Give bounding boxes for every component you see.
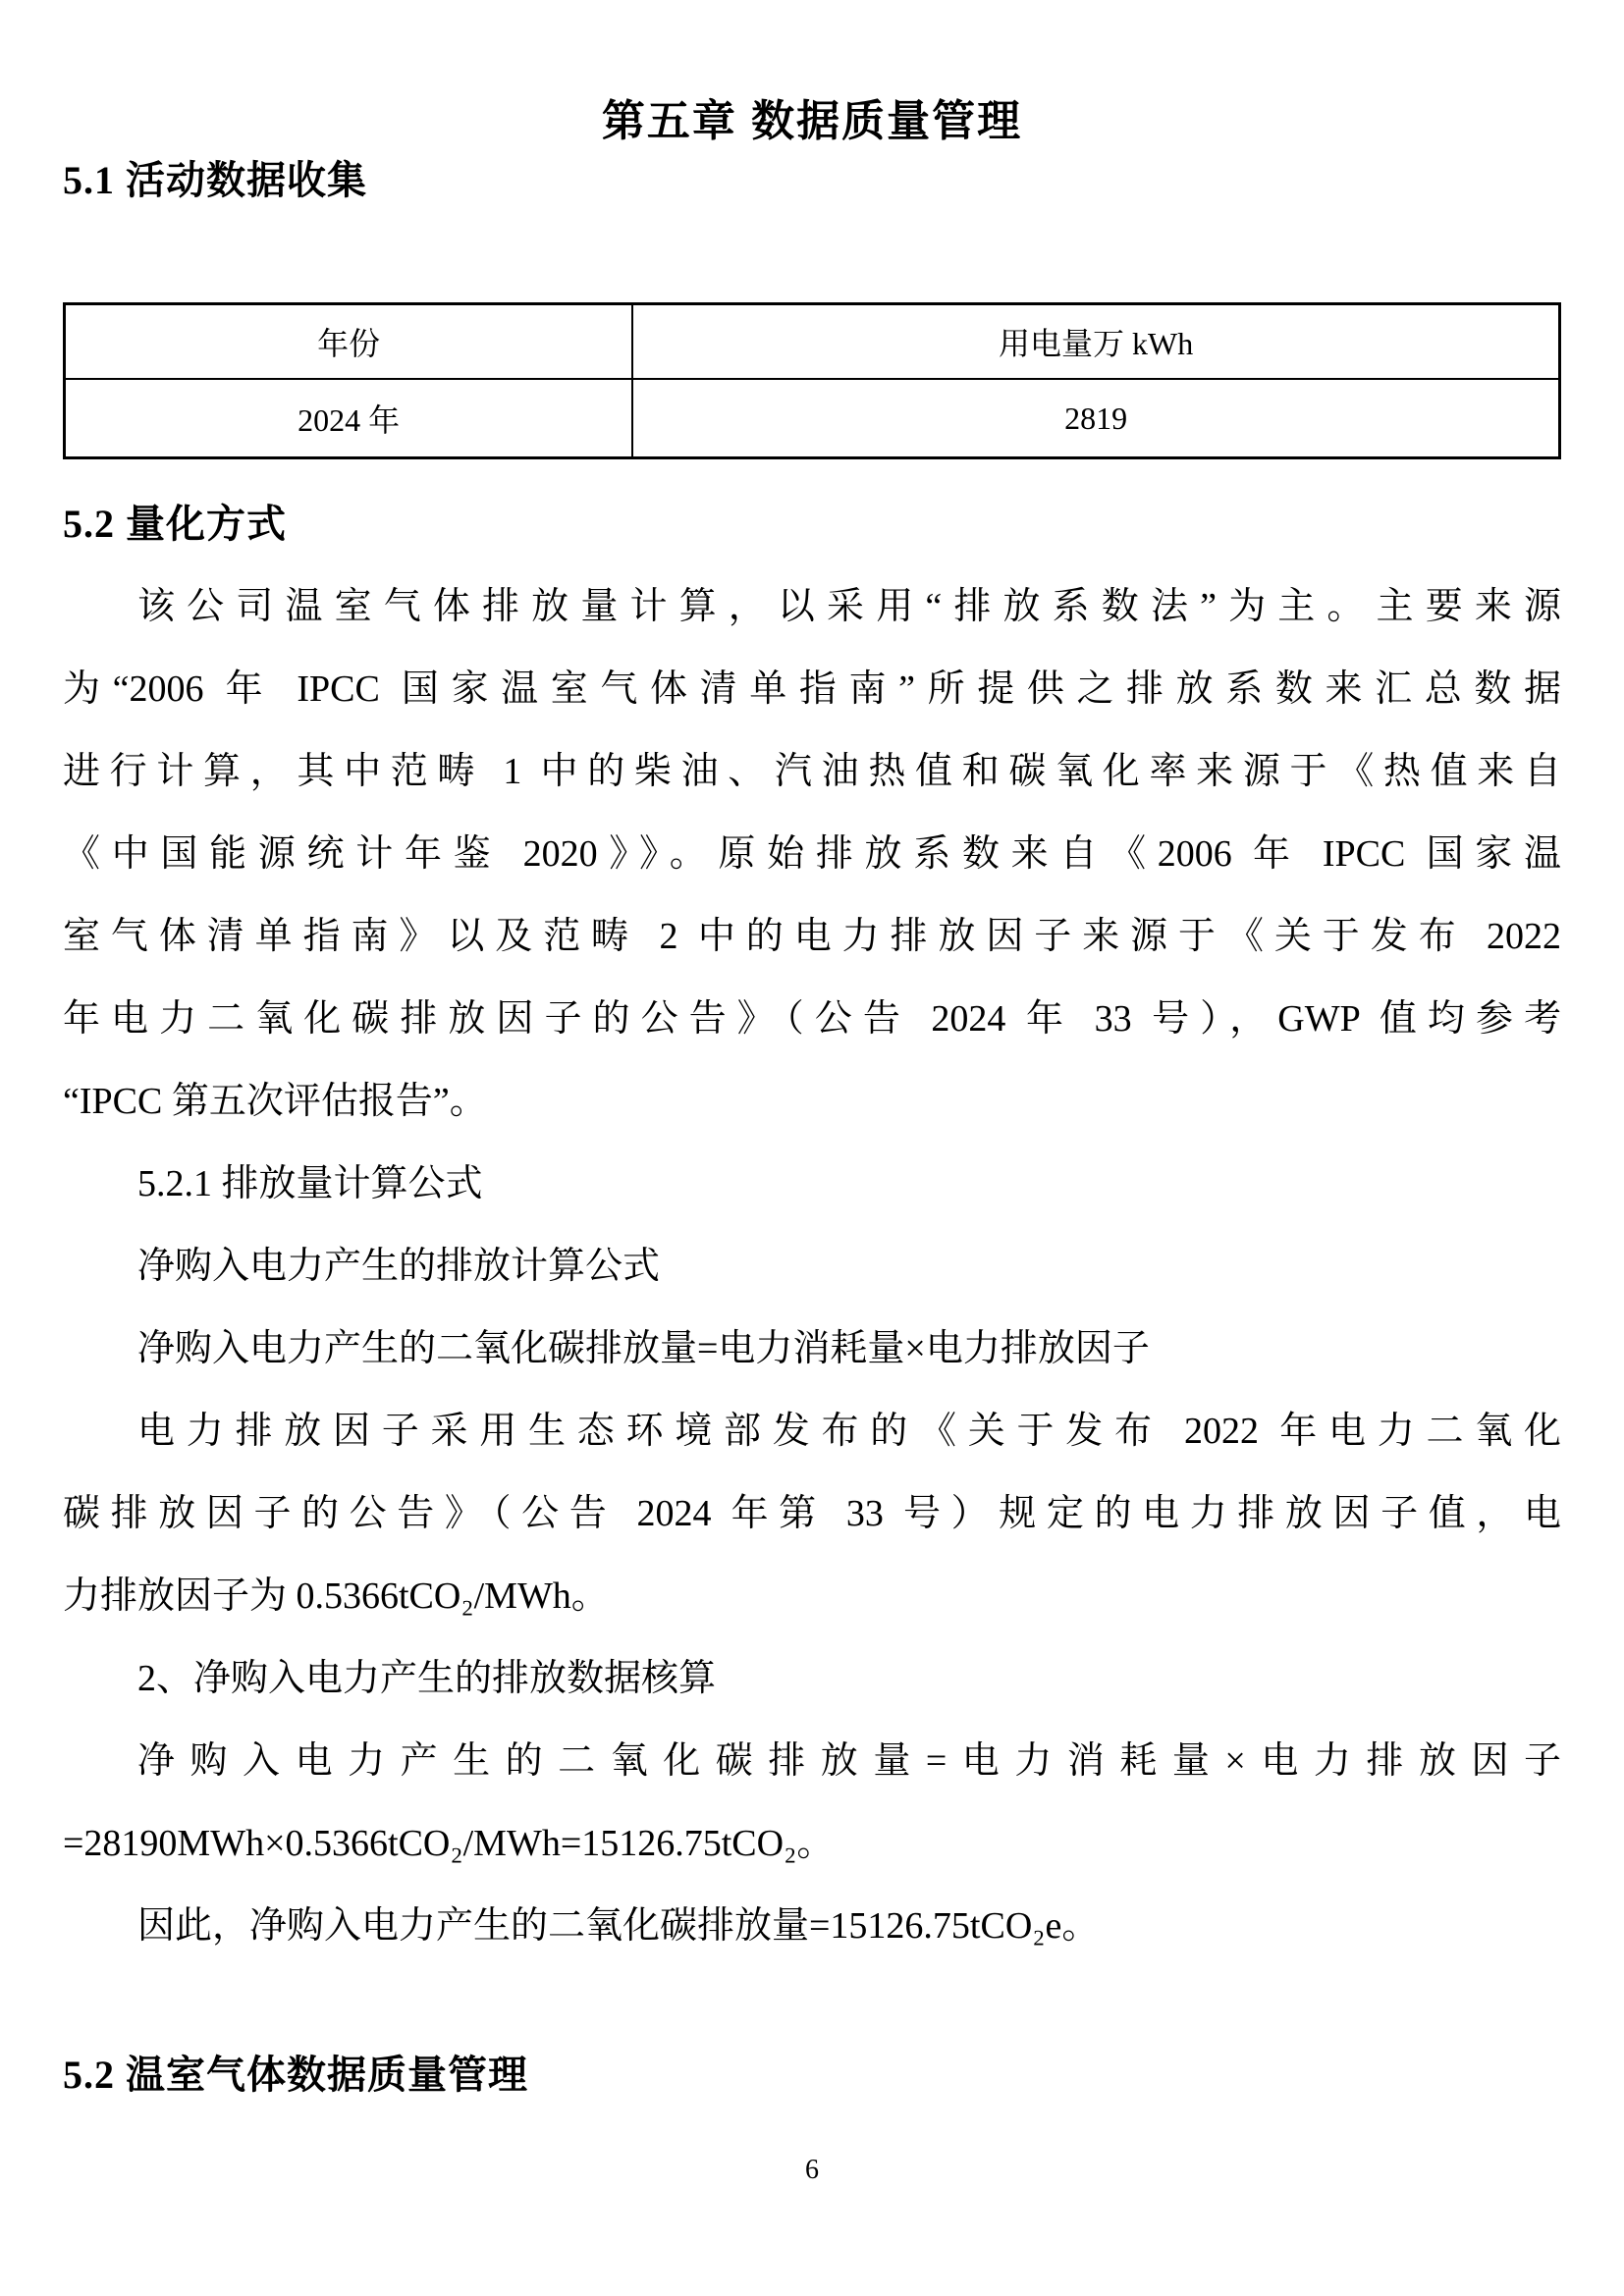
paragraph-line: 进行计算，其中范畴 1 中的柴油、汽油热值和碳氧化率来源于《热值来自 [63, 751, 1561, 792]
paragraph-line: 室气体清单指南》以及范畴 2 中的电力排放因子来源于《关于发布 2022 [63, 916, 1561, 957]
table-cell-year: 2024 年 [65, 379, 633, 458]
formula-line: 净购入电力产生的二氧化碳排放量=电力消耗量×电力排放因子 [137, 1328, 1150, 1369]
chapter-title: 第五章 数据质量管理 [601, 97, 1023, 145]
page-number: 6 [805, 2155, 819, 2185]
section-heading-5-1: 5.1 活动数据收集 [63, 158, 367, 202]
table-cell-electricity: 2819 [632, 379, 1559, 458]
section-heading-5-2-ghg: 5.2 温室气体数据质量管理 [63, 2053, 528, 2097]
paragraph-line: 《中国能源统计年鉴 2020》》。原始排放系数来自《2006 年 IPCC 国家温 [63, 833, 1561, 875]
subsection-heading-5-2-1: 5.2.1 排放量计算公式 [137, 1163, 483, 1204]
paragraph-line: 年电力二氧化碳排放因子的公告》（公告 2024 年 33 号），GWP 值均参考 [63, 998, 1561, 1040]
body-text [63, 565, 1561, 1967]
paragraph-line: 因此，净购入电力产生的二氧化碳排放量=15126.75tCO₂e。 [137, 1905, 1100, 1947]
list-item-2: 2、净购入电力产生的排放数据核算 [137, 1658, 717, 1699]
paragraph-line: =28190MWh×0.5366tCO₂/MWh=15126.75tCO₂。 [63, 1823, 835, 1864]
activity-data-table [63, 302, 1561, 459]
table-header-electricity: 用电量万 kWh [632, 304, 1559, 380]
paragraph-line: 电力排放因子采用生态环境部发布的《关于发布 2022 年电力二氧化 [137, 1411, 1561, 1452]
table-header-year: 年份 [65, 304, 633, 380]
paragraph-line: “IPCC 第五次评估报告”。 [63, 1081, 487, 1122]
paragraph-line: 为“2006 年 IPCC 国家温室气体清单指南”所提供之排放系数来汇总数据 [63, 668, 1561, 710]
paragraph-line: 力排放因子为 0.5366tCO₂/MWh。 [63, 1575, 609, 1617]
table-row [65, 379, 1560, 458]
paragraph-line: 该公司温室气体排放量计算，以采用“排放系数法”为主。主要来源 [137, 586, 1561, 627]
paragraph-line: 净购入电力产生的二氧化碳排放量=电力消耗量×电力排放因子 [137, 1740, 1561, 1782]
section-heading-5-2: 5.2 量化方式 [63, 502, 287, 546]
formula-intro-line: 净购入电力产生的排放计算公式 [137, 1246, 661, 1287]
table-header-row [65, 304, 1560, 380]
paragraph-line: 碳排放因子的公告》（公告 2024 年第 33 号）规定的电力排放因子值，电 [63, 1493, 1561, 1534]
